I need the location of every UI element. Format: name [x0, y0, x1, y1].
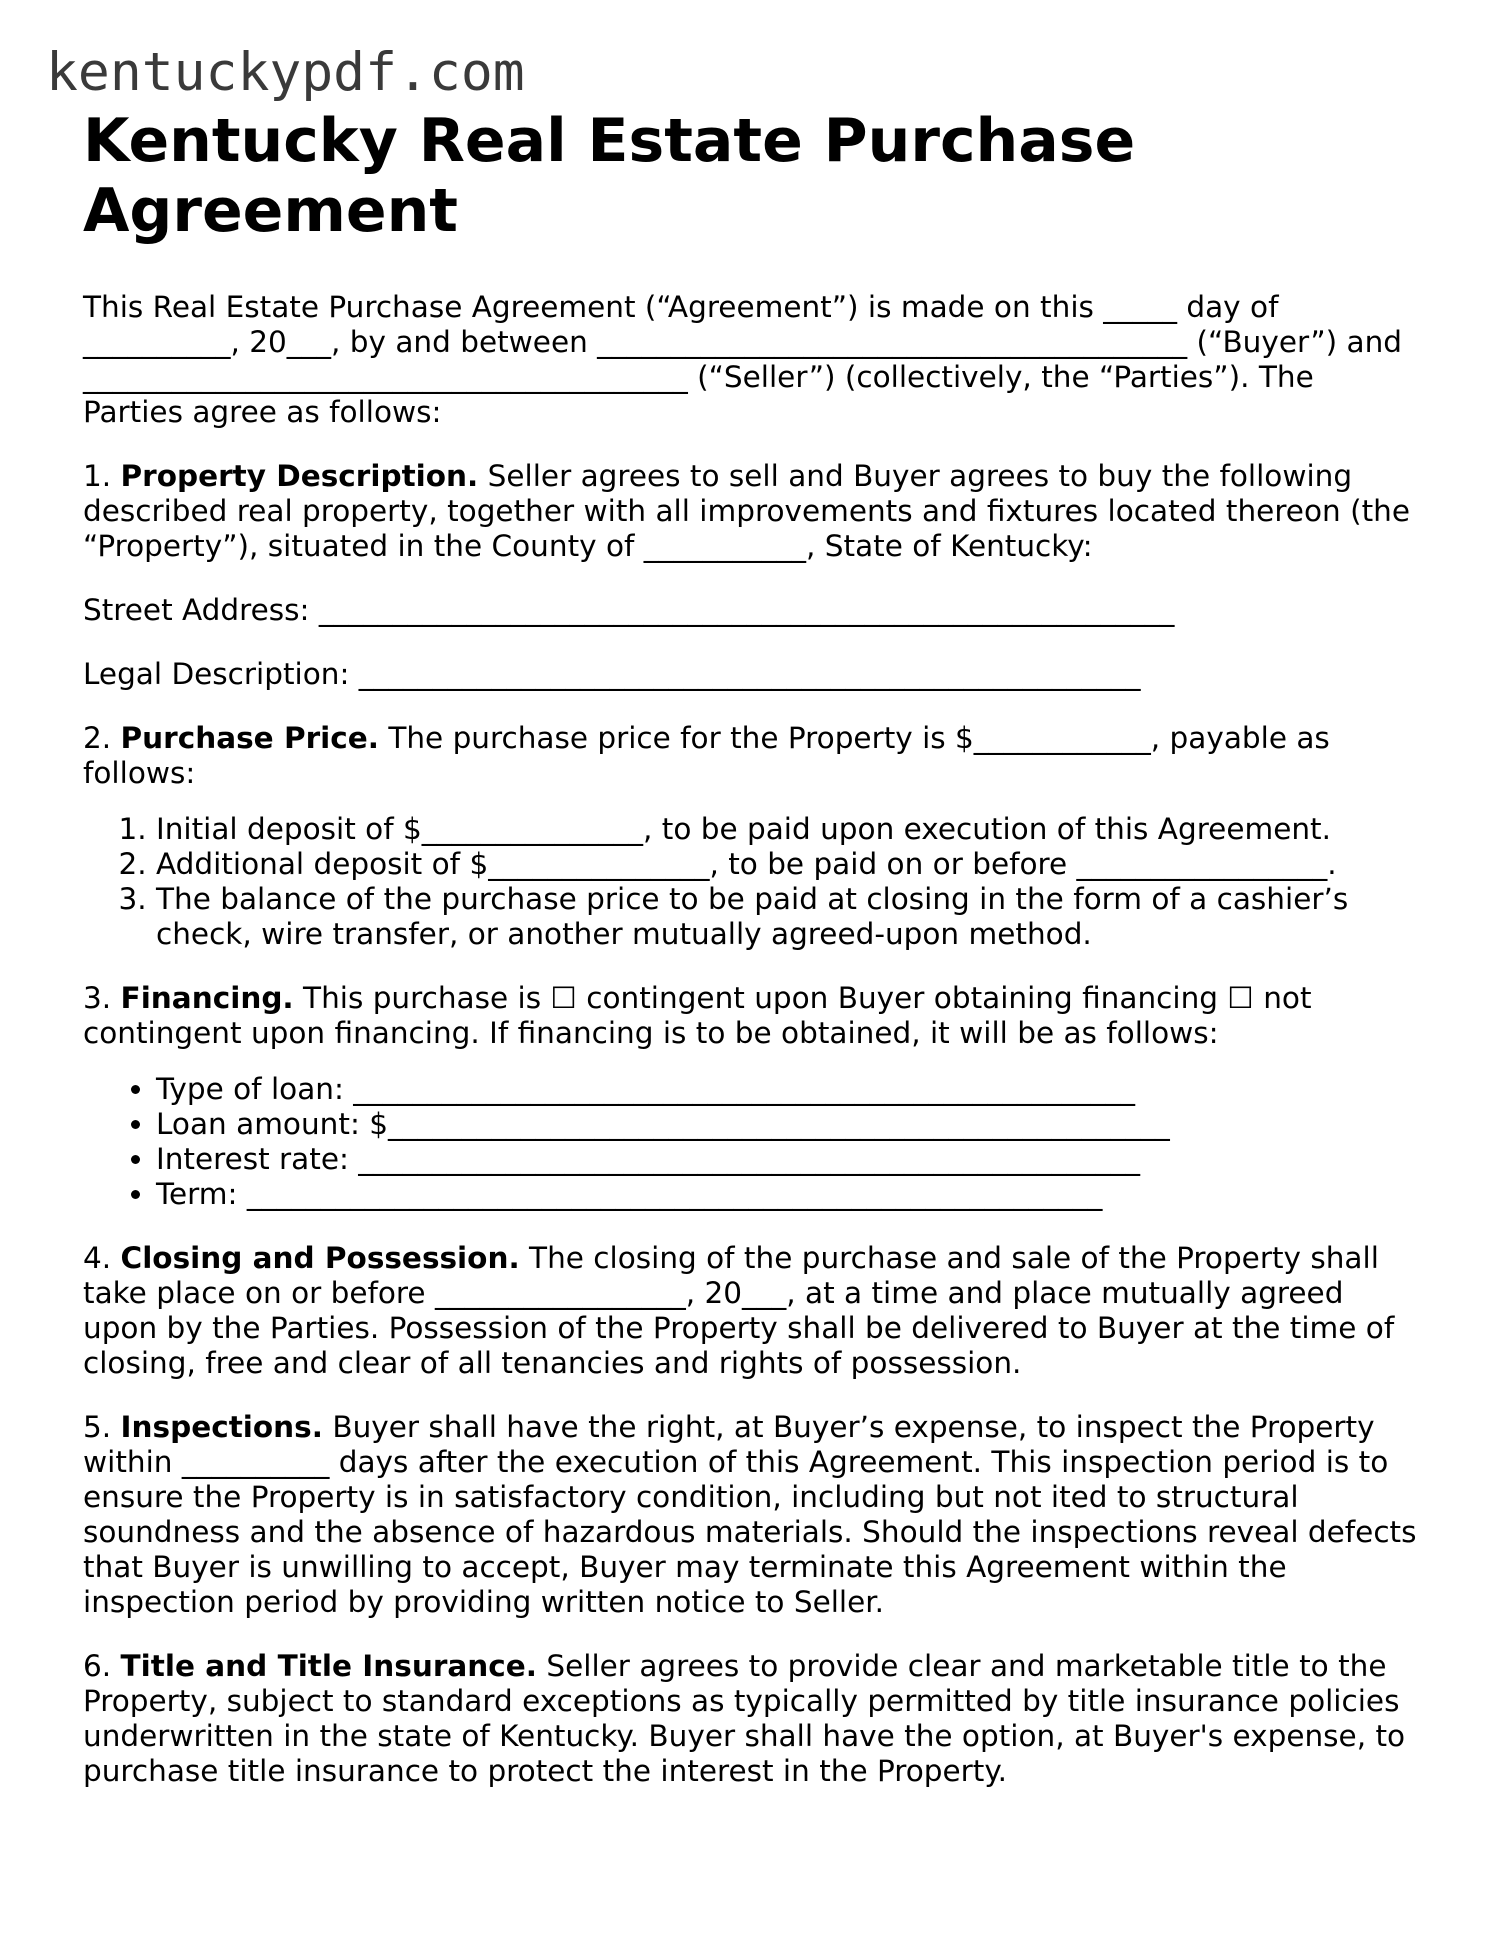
section-body: Seller agrees to provide clear and marketable title to the Property, subject to standard exceptions as typically permitted by title insurance policies underwritten in the state of Kentucky. Buyer shall have the option, at Buyer's expense, to purchase title insurance to protect the interest in the Property. [83, 1649, 1406, 1788]
section-body: Seller agrees to sell and Buyer agrees to buy the following described real property, together with all improvements and fixtures located thereon (the “Property”), situated in the County of ___________, State of Kentucky: [83, 459, 1410, 563]
section-heading: Purchase Price. [120, 721, 379, 755]
section-heading: Property Description. [120, 459, 479, 493]
list-item: • Term: __________________________________________________________ [156, 1177, 1423, 1212]
section-heading: Closing and Possession. [120, 1241, 520, 1275]
watermark: kentuckypdf.com [46, 42, 525, 103]
list-item: • Interest rate: _____________________________________________________ [156, 1142, 1423, 1177]
intro-paragraph: This Real Estate Purchase Agreement (“Agreement”) is made on this _____ day of __________, 20___, by and between ________________________________________ (“Buyer”) and _________________________________________ (“Seller”) (collectively, the “Parties”). The Parties agree as follows: [83, 290, 1403, 429]
section-number: 6. [83, 1649, 112, 1683]
section-number: 5. [83, 1410, 112, 1444]
section-financing [83, 981, 1423, 1051]
section-number: 4. [83, 1241, 112, 1275]
purchase-price-list [83, 812, 1423, 952]
section-property-description [83, 459, 1423, 564]
section-heading: Inspections. [120, 1410, 323, 1444]
financing-list [83, 1072, 1423, 1212]
list-item: • Loan amount: $_____________________________________________________ [156, 1107, 1423, 1142]
section-heading: Financing. [120, 981, 294, 1015]
section-purchase-price [83, 721, 1423, 791]
section-body: Buyer shall have the right, at Buyer’s expense, to inspect the Property within __________ days after the execution of this Agreement. This inspection period is to ensure the Property is in satisfactory condition, including but not ited to structural soundness and the absence of hazardous materials. Should the inspections reveal defects that Buyer is unwilling to accept, Buyer may terminate this Agreement within the inspection period by providing written notice to Seller. [83, 1410, 1417, 1619]
document-body [83, 106, 1423, 1818]
legal-description-line: Legal Description: _____________________________________________________ [83, 657, 1141, 691]
list-item: 2. Additional deposit of $_______________, to be paid on or before _________________. [156, 847, 1423, 882]
list-item: 1. Initial deposit of $_______________, to be paid upon execution of this Agreement. [156, 812, 1423, 847]
section-body: This purchase is ☐ contingent upon Buyer obtaining financing ☐ not contingent upon financing. If financing is to be obtained, it will be as follows: [83, 981, 1312, 1050]
section-number: 1. [83, 459, 112, 493]
section-number: 3. [83, 981, 112, 1015]
list-item: • Type of loan: _____________________________________________________ [156, 1072, 1423, 1107]
section-heading: Title and Title Insurance. [120, 1649, 537, 1683]
document-title: Kentucky Real Estate Purchase Agreement [83, 106, 1136, 246]
section-number: 2. [83, 721, 112, 755]
section-body: The closing of the purchase and sale of the Property shall take place on or before _________________, 20___, at a time and place mutually agreed upon by the Parties. Possession of the Property shall be delivered to Buyer at the time of closing, free and clear of all tenancies and rights of possession. [83, 1241, 1395, 1380]
section-closing-possession [83, 1241, 1423, 1381]
section-body: The purchase price for the Property is $____________, payable as follows: [83, 721, 1330, 790]
list-item: 3. The balance of the purchase price to be paid at closing in the form of a cashier’s check, wire transfer, or another mutually agreed-upon method. [156, 882, 1423, 952]
street-address-line: Street Address: __________________________________________________________ [83, 593, 1175, 627]
section-title-insurance [83, 1649, 1423, 1789]
section-inspections [83, 1410, 1423, 1620]
